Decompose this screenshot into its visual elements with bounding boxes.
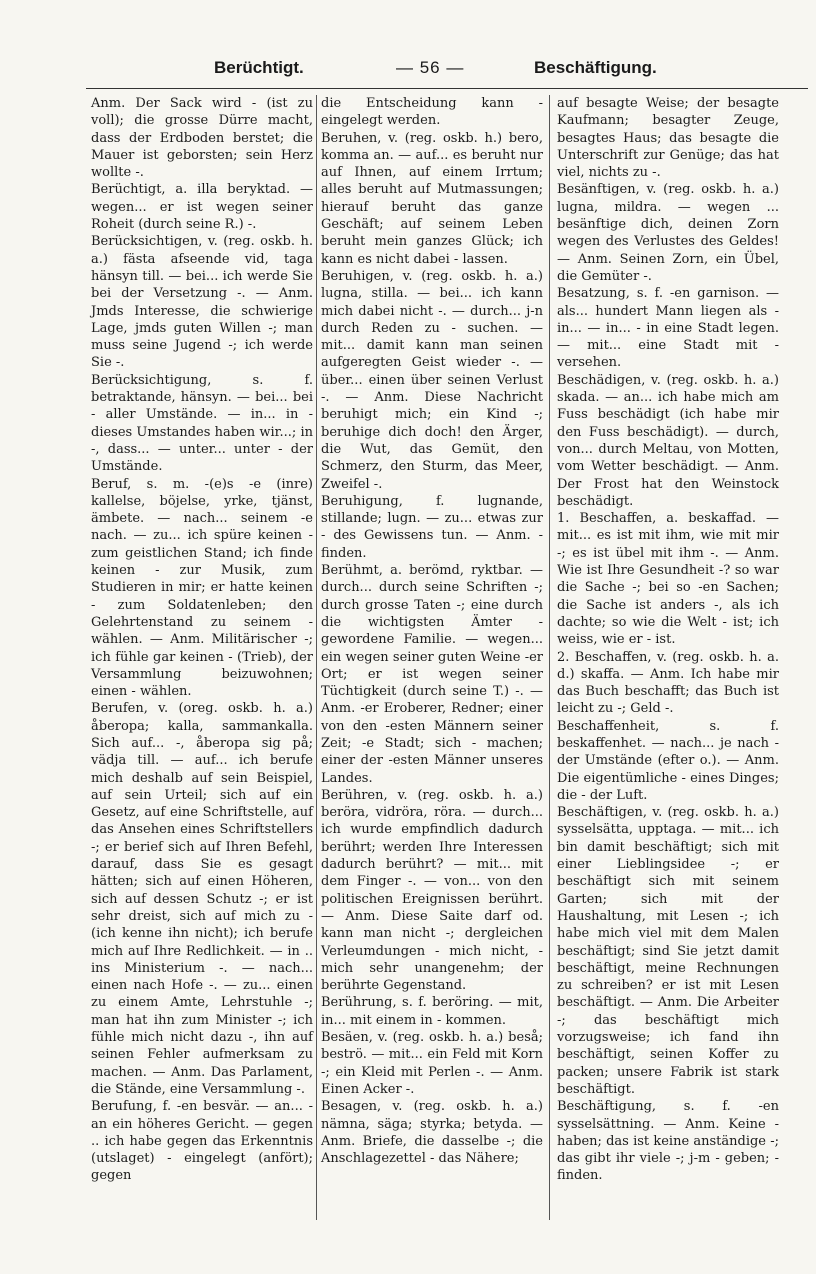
entry-text: Berücksichtigung, s. f. betraktande, hänsyn. — bei... bei - aller Umstände. — in... in - dieses Umstandes haben wir...; in -, dass... — unter... unter - der Umstände. [91, 372, 313, 475]
entry-text: die Entscheidung kann - eingelegt werden. [321, 96, 543, 129]
column-2 [321, 95, 543, 1167]
entry-text: 2. Beschaffen, v. (reg. oskb. h. a. d.) skaffa. — Anm. Ich habe mir das Buch beschafft; das Buch ist leicht zu -; Geld -. [557, 649, 779, 717]
entry-text: Beruf, s. m. -(e)s -e (inre) kallelse, böjelse, yrke, tjänst, ämbete. — nach... seinem -e nach. — zu... ich spüre keinen - zum geistlichen Stand; ich finde keinen - zur Musik, zum Studieren in mir; er hatte keinen - zum Soldatenleben; den Gelehrtenstand zu seinem - wählen. — Anm. Militärischer -; ich fühle gar keinen - (Trieb), der Versammlung beizuwohnen; einen - wählen. [91, 476, 313, 700]
entry-text: Beruhen, v. (reg. oskb. h.) bero, komma an. — auf... es beruht nur auf Ihnen, auf einem Irrtum; alles beruht auf Mutmassungen; hierauf beruht das ganze Geschäft; auf seinem Leben beruht mein ganzes Glück; ich kann es nicht dabei - lassen. [321, 130, 543, 267]
entry-text: Berufung, f. -en besvär. — an... - an ein höheres Gericht. — gegen .. ich habe gegen das Erkenntnis (utslaget) - eingelegt (anfört); gegen [91, 1099, 313, 1184]
page-number: — 56 — [396, 58, 465, 77]
header-right-guideword: Beschäftigung. [534, 58, 657, 77]
entry-text: Berücksichtigen, v. (reg. oskb. h. a.) fästa afseende vid, taga hänsyn till. — bei... ich werde Sie bei der Versetzung -. — Anm. Jmds Interesse, die schwierige Lage, jmds guten Willen -; man muss seine Jugend -; ich werde Sie -. [91, 234, 313, 371]
entry-text: Berufen, v. (oreg. oskb. h. a.) åberopa; kalla, sammankalla. Sich auf... -, åberopa sig på; vädja till. — auf... ich berufe mich deshalb auf sein Beispiel, auf sein Urteil; sich auf ein Gesetz, auf eine Schriftstelle, auf das Ansehen eines Schriftstellers -; er berief sich auf Ihren Befehl, darauf, dass Sie es gesagt hätten; sich auf einen Höheren, sich auf dessen Schutz -; er ist sehr dreist, sich auf mich zu - (ich kenne ihn nicht); ich berufe mich auf Ihre Redlichkeit. — in .. ins Ministerium -. — nach... einen nach Hofe -. — zu... einen zu einem Amte, Lehrstuhle -; man hat ihn zum Minister -; ich fühle mich nicht dazu -, ihn auf seinen Fehler aufmerksam zu machen. — Anm. Das Parlament, die Stände, eine Versammlung -. [91, 701, 313, 1097]
entry-text: Beruhigung, f. lugnande, stillande; lugn. — zu... etwas zur - des Gewissens tun. — Anm. - finden. [321, 493, 543, 561]
column-divider [316, 95, 317, 1220]
entry-text: Berühren, v. (reg. oskb. h. a.) beröra, vidröra, röra. — durch... ich wurde empfindlich dadurch berührt; werden Ihre Interessen dadurch berührt? — mit... mit dem Finger -. — von... von den politischen Ereignissen berührt. — Anm. Diese Saite darf od. kann man nicht -; dergleichen Verleumdungen - mich nicht, - mich sehr unangenehm; der berührte Gegenstand. [321, 787, 543, 994]
entry-text: Berüchtigt, a. illa beryktad. — wegen... er ist wegen seiner Roheit (durch seine R.) -. [91, 182, 313, 233]
header-left-guideword: Berüchtigt. [214, 58, 304, 77]
entry-text: 1. Beschaffen, a. beskaffad. — mit... es ist mit ihm, wie mit mir -; es ist übel mit ihm -. — Anm. Wie ist Ihre Gesundheit -? so war die Sache -; bei so -en Sachen; die Sache ist anders -, als ich dachte; so wie die Welt - ist; ich weiss, wie er - ist. [557, 511, 779, 648]
entry-text: Besatzung, s. f. -en garnison. — als... hundert Mann liegen als - in... — in... - in eine Stadt legen. — mit... eine Stadt mit - versehen. [557, 286, 779, 371]
column-1 [91, 95, 313, 1185]
entry-text: Berühmt, a. berömd, ryktbar. — durch... durch seine Schriften -; durch grosse Taten -; eine durch die wichtigsten Ämter - gewordene Familie. — wegen... ein wegen seiner guten Weine -er Ort; er ist wegen seiner Tüchtigkeit (durch seine T.) -. — Anm. -er Eroberer, Redner; einer von den -esten Männern seiner Zeit; -e Stadt; sich - machen; einer der -esten Männer unseres Landes. [321, 563, 543, 786]
entry-text: Besänftigen, v. (reg. oskb. h. a.) lugna, mildra. — wegen ... besänftige dich, deinen Zorn wegen des Verlustes des Geldes! — Anm. Seinen Zorn, ein Übel, die Gemüter -. [557, 182, 779, 284]
entry-text: Berührung, s. f. beröring. — mit, in... mit einem in - kommen. [321, 995, 543, 1028]
header-rule [86, 88, 808, 89]
entry-text: Beruhigen, v. (reg. oskb. h. a.) lugna, stilla. — bei... ich kann mich dabei nicht -. — durch... j-n durch Reden zu - suchen. — mit... damit kann man seinen aufgeregten Geist wieder -. — über... einen über seinen Verlust -. — Anm. Diese Nachricht beruhigt mich; ein Kind -; beruhige dich doch! den Ärger, die Wut, das Gemüt, den Schmerz, den Sturm, das Meer, Zweifel -. [321, 268, 543, 492]
entry-text: Beschädigen, v. (reg. oskb. h. a.) skada. — an... ich habe mich am Fuss beschädigt (ich habe mir den Fuss beschädigt). — durch, von... durch Meltau, von Motten, vom Wetter beschädigt. — Anm. Der Frost hat den Weinstock beschädigt. [557, 372, 779, 509]
entry-text: Besäen, v. (reg. oskb. h. a.) beså; beströ. — mit... ein Feld mit Korn -; ein Kleid mit Perlen -. — Anm. Einen Acker -. [321, 1030, 543, 1097]
entry-text: auf besagte Weise; der besagte Kaufmann; besagter Zeuge, besagtes Haus; das besagte die Unterschrift zur Genüge; das hat viel, nichts zu -. [557, 96, 779, 181]
entry-text: Beschäftigen, v. (reg. oskb. h. a.) sysselsätta, upptaga. — mit... ich bin damit beschäftigt; sich mit einer Lieblingsidee -; er beschäftigt sich mit seinem Garten; sich mit der Haushaltung, mit Lesen -; ich habe mich viel mit dem Malen beschäftigt; sind Sie jetzt damit beschäftigt, meine Rechnungen zu schreiben? er ist mit Lesen beschäftigt. — Anm. Die Arbeiter -; das beschäftigt mich vorzugsweise; ich fand ihn beschäftigt, seinen Koffer zu packen; unsere Fabrik ist stark beschäftigt. [557, 805, 779, 1097]
page-header [86, 58, 808, 84]
column-divider [549, 95, 550, 1220]
entry-text: Anm. Der Sack wird - (ist zu voll); die grosse Dürre macht, dass der Erdboden berstet; die Mauer ist geborsten; sein Herz wollte -. [91, 96, 313, 181]
entry-text: Beschäftigung, s. f. -en sysselsättning. — Anm. Keine - haben; das ist keine anständige -; das gibt ihr viele -; j-m - geben; - finden. [557, 1099, 779, 1184]
column-3 [557, 95, 779, 1185]
entry-text: Besagen, v. (reg. oskb. h. a.) nämna, säga; styrka; betyda. — Anm. Briefe, die dasselbe -; die Anschlagezettel - das Nähere; [321, 1099, 543, 1167]
entry-text: Beschaffenheit, s. f. beskaffenhet. — nach... je nach - der Umstände (efter o.). — Anm. Die eigentümliche - eines Dinges; die - der Luft. [557, 718, 779, 803]
